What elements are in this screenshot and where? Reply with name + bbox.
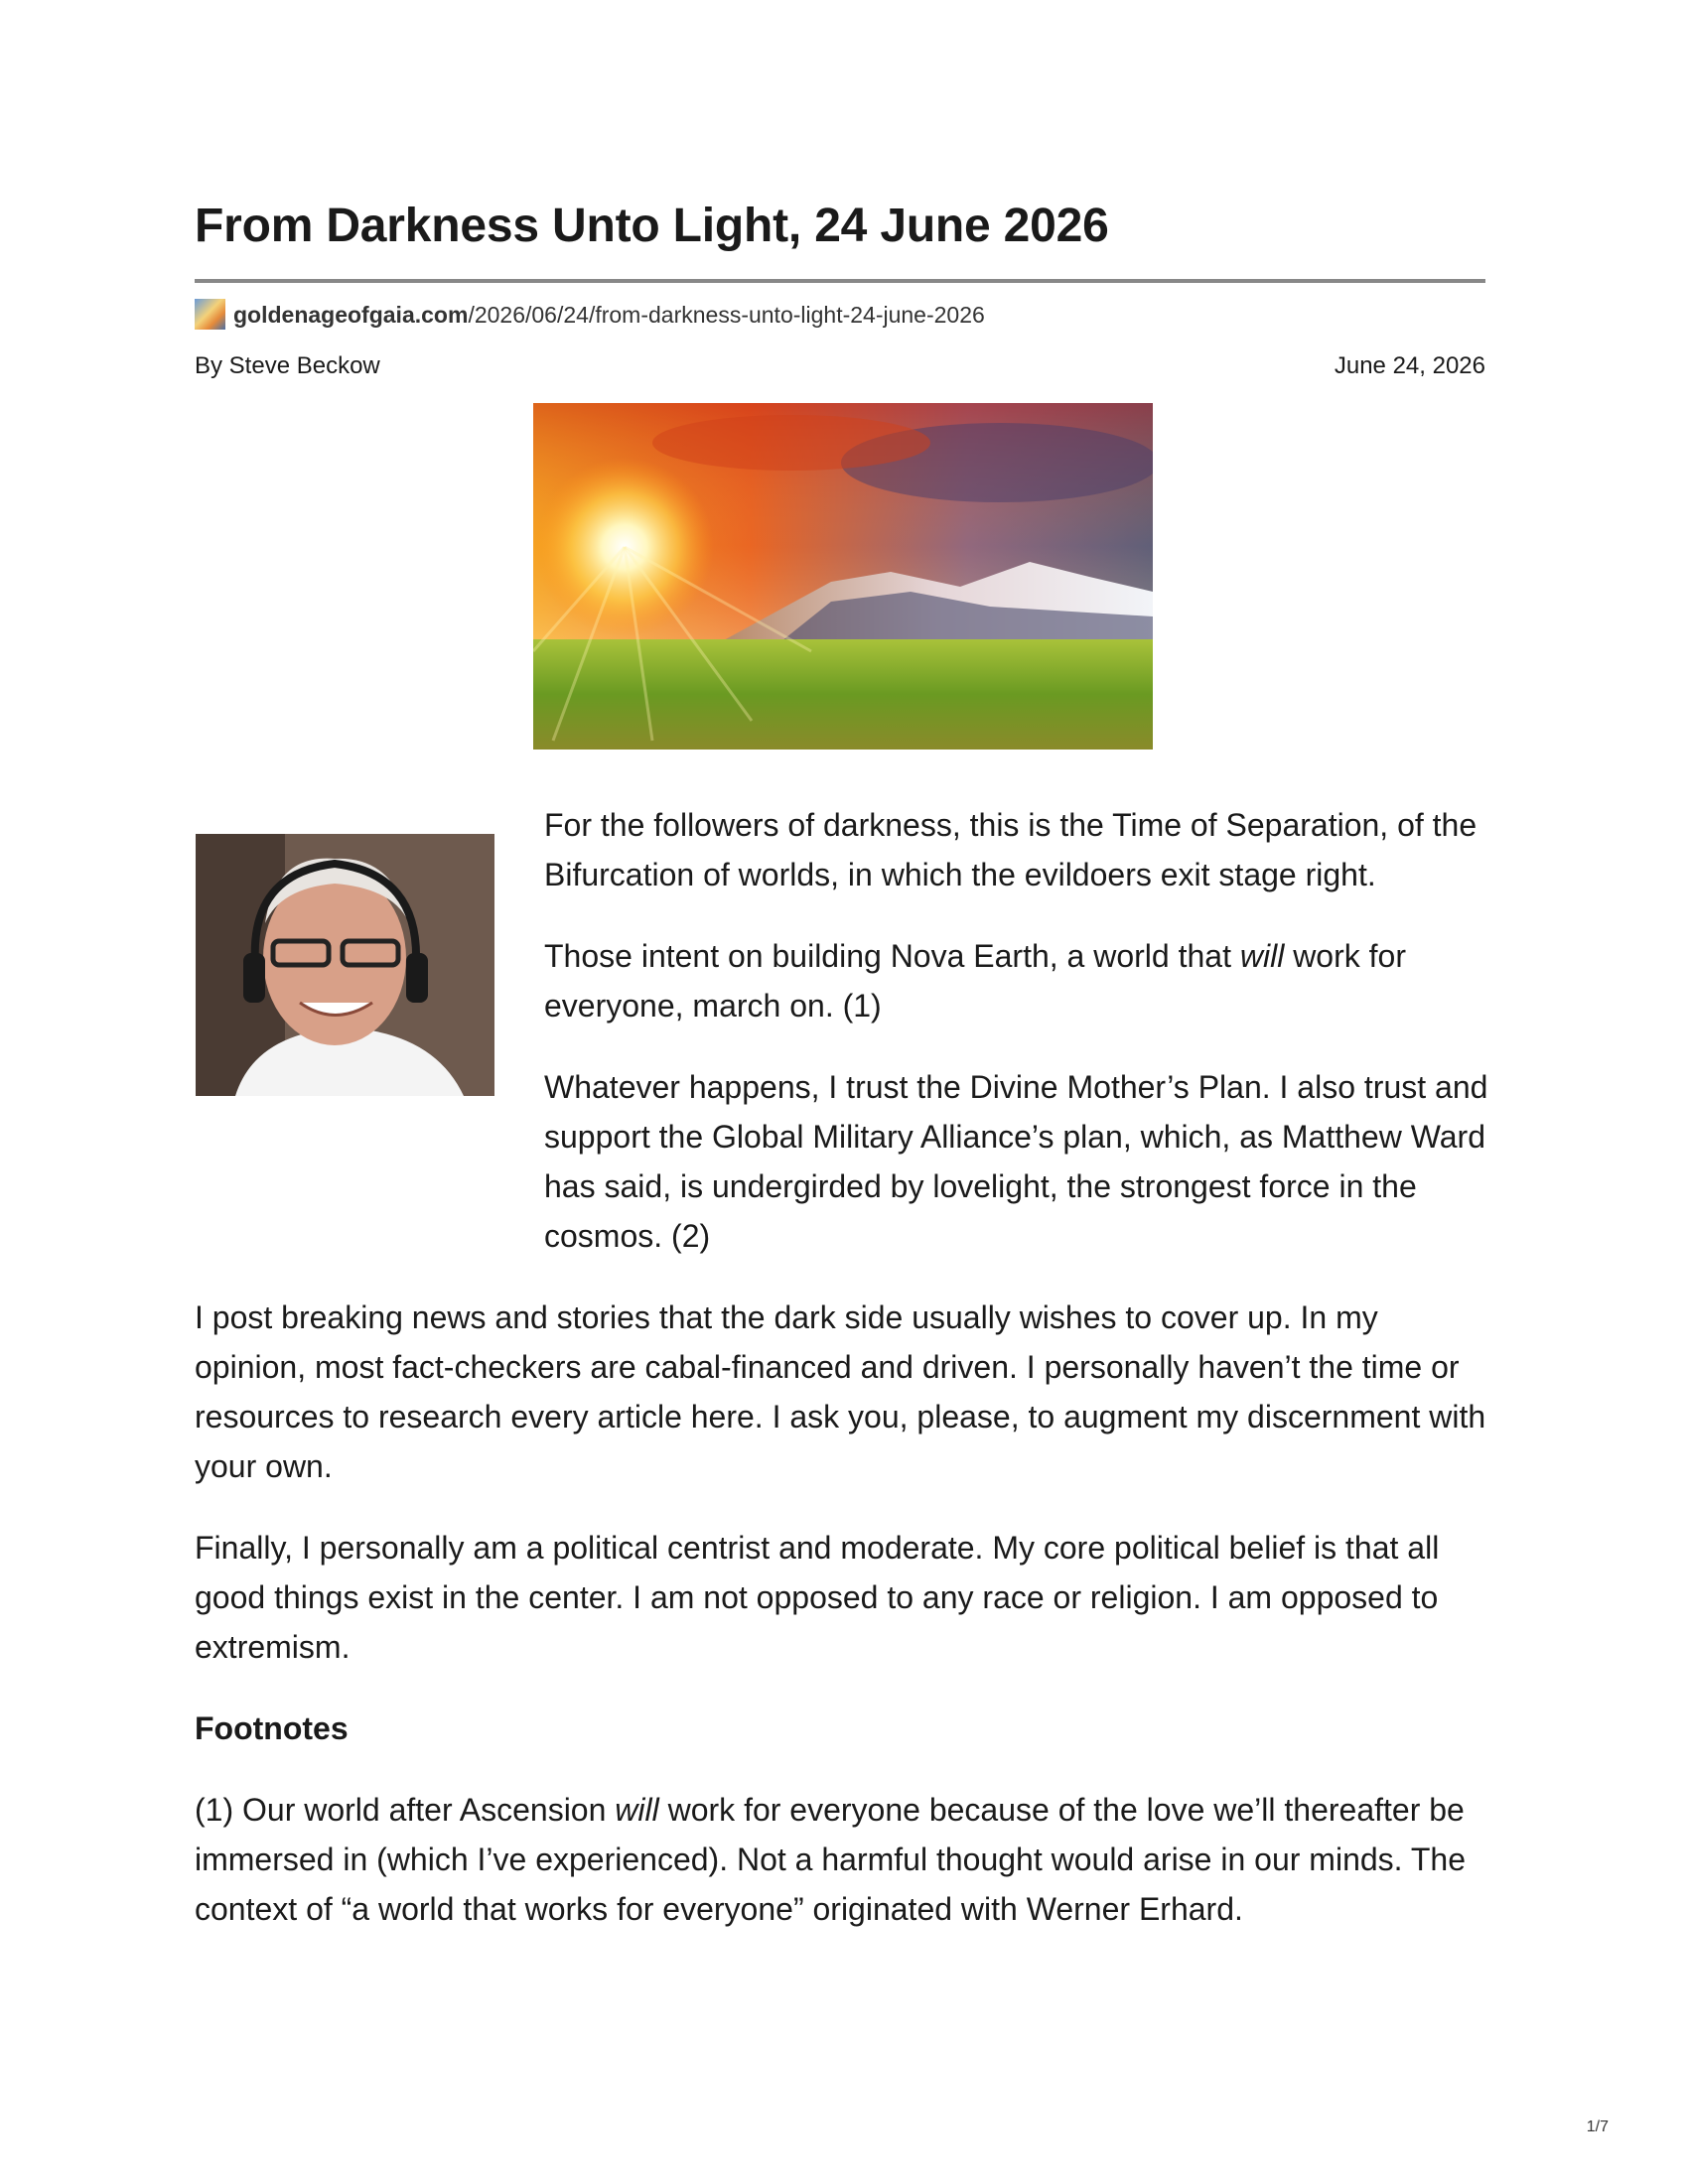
byline-row	[195, 351, 1485, 381]
paragraph-2: Those intent on building Nova Earth, a world that will work for everyone, march on. (1)	[544, 938, 1406, 1024]
page-number: 1/7	[1586, 2118, 1609, 2135]
page-title: From Darkness Unto Light, 24 June 2026	[195, 200, 1109, 252]
author: By Steve Beckow	[195, 352, 380, 379]
url-domain[interactable]: goldenageofgaia.com	[233, 301, 469, 328]
paragraph-5: Finally, I personally am a political centrist and moderate. My core political belief is that all good things exist in the center. I am not opposed to any race or religion. I am opposed to extremism.	[195, 1530, 1440, 1665]
paragraph-3: Whatever happens, I trust the Divine Mother’s Plan. I also trust and support the Global Military Alliance’s plan, which, as Matthew Ward has said, is undergirded by lovelight, the strongest force in the cosmos. (2)	[544, 1069, 1488, 1254]
title-divider	[195, 279, 1485, 283]
portrait-float-spacer	[195, 800, 544, 1232]
paragraph-4: I post breaking news and stories that the dark side usually wishes to cover up. In my opinion, most fact-checkers are cabal-financed and driven. I personally haven’t the time or resources to research every article here. I ask you, please, to augment my discernment with your own.	[195, 1299, 1486, 1484]
site-favicon-icon	[195, 299, 225, 330]
emphasis: will	[1239, 938, 1285, 974]
article-header	[195, 199, 1485, 381]
source-url[interactable]	[195, 299, 1485, 330]
paragraph-1: For the followers of darkness, this is the Time of Separation, of the Bifurcation of worlds, in which the evildoers exit stage right.	[544, 807, 1477, 892]
footnotes-heading: Footnotes	[195, 1710, 349, 1746]
article-body	[195, 800, 1495, 1966]
footnote-1: (1) Our world after Ascension will work for everyone because of the love we’ll thereafter be immersed in (which I’ve experienced). Not a harmful thought would arise in our minds. The context of “a world that works for everyone” originated with Werner Erhard.	[195, 1792, 1466, 1927]
emphasis: will	[615, 1792, 659, 1828]
url-path[interactable]: /2026/06/24/from-darkness-unto-light-24-june-2026	[468, 301, 985, 328]
sunrise-hero-image	[533, 403, 1153, 750]
publish-date: June 24, 2026	[1334, 352, 1485, 379]
